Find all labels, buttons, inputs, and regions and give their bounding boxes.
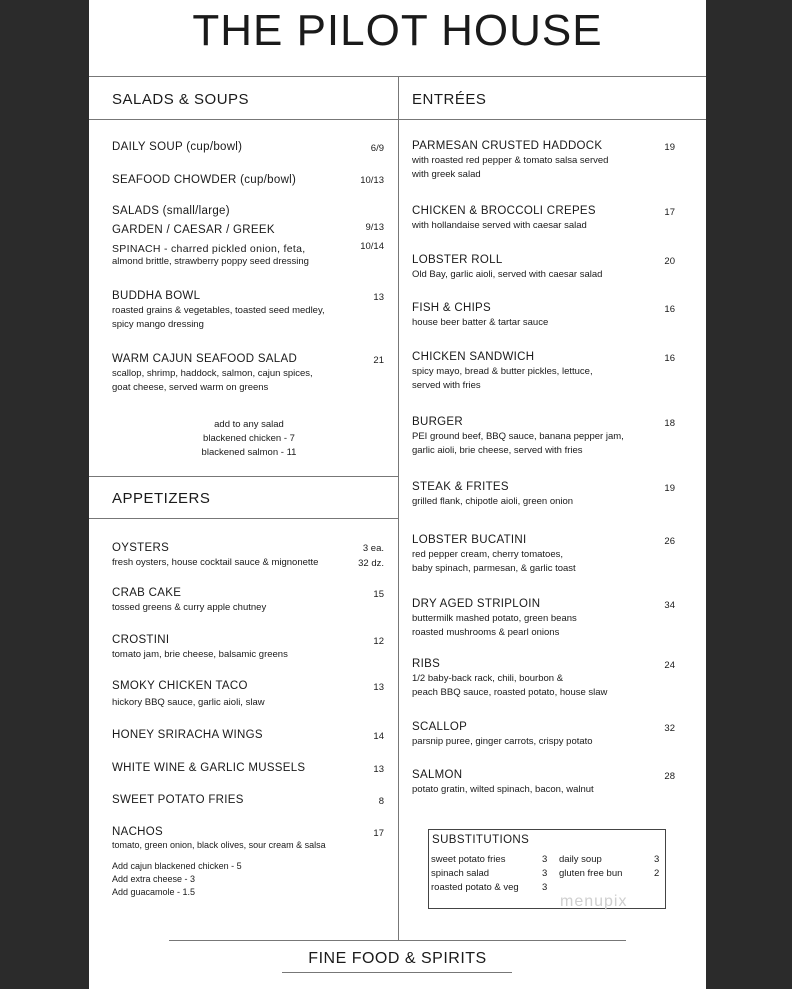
substitutions-box [428, 829, 666, 909]
item-description: PEI ground beef, BBQ sauce, banana pepper jam, [412, 431, 624, 442]
sub-name: gluten free bun [559, 868, 623, 879]
item-price [358, 543, 384, 570]
item-price: 9/13 [365, 222, 384, 233]
item-price: 14 [373, 731, 384, 742]
item-name: FISH & CHIPS [412, 302, 492, 314]
footer-divider [169, 940, 626, 941]
sub-price: 2 [654, 868, 660, 879]
item-description-line2: spicy mango dressing [112, 319, 204, 330]
addon-line: blackened salmon - 11 [201, 447, 297, 458]
watermark: menupix [560, 893, 628, 910]
sub-price: 3 [542, 854, 548, 865]
appetizers-heading: APPETIZERS [112, 490, 211, 507]
menu-item-burger [412, 416, 624, 458]
item-price: 26 [664, 536, 675, 547]
item-name: WARM CAJUN SEAFOOD SALAD [112, 353, 298, 365]
item-name: SEAFOOD CHOWDER (cup/bowl) [112, 174, 297, 186]
sub-name: sweet potato fries [431, 854, 506, 865]
nacho-extra-line: Add guacamole - 1.5 [112, 887, 196, 897]
item-price: 28 [664, 771, 675, 782]
item-price: 12 [373, 636, 384, 647]
item-price-dozen: 32 dz. [358, 558, 384, 569]
item-name: CHICKEN & BROCCOLI CREPES [412, 205, 596, 217]
menu-item-lobster-bucatini [412, 534, 576, 576]
menu-item-smoky-chicken-taco [112, 680, 265, 710]
item-name: CRAB CAKE [112, 587, 182, 599]
menu-item-daily-soup [112, 141, 242, 153]
item-description: red pepper cream, cherry tomatoes, [412, 549, 564, 560]
salad-addon [149, 418, 349, 460]
appetizers-bottom-divider [89, 518, 398, 519]
menu-item-garden-caesar-greek [112, 224, 275, 236]
item-name: CHICKEN SANDWICH [412, 351, 535, 363]
item-name: DAILY SOUP (cup/bowl) [112, 141, 243, 153]
menu-item-nachos [112, 826, 326, 852]
item-description-line2: roasted mushrooms & pearl onions [412, 627, 560, 638]
item-name: CROSTINI [112, 634, 170, 646]
item-description-line2: goat cheese, served warm on greens [112, 382, 269, 393]
item-price: 15 [373, 589, 384, 600]
item-price: 24 [664, 660, 675, 671]
item-description: spicy mayo, bread & butter pickles, lettuce, [412, 366, 593, 377]
item-name: WHITE WINE & GARLIC MUSSELS [112, 762, 306, 774]
item-name: DRY AGED STRIPLOIN [412, 598, 541, 610]
item-description: buttermilk mashed potato, green beans [412, 613, 577, 624]
item-price: 19 [664, 142, 675, 153]
menu-item-salads [112, 205, 230, 217]
menu-item-dry-aged-striploin [412, 598, 577, 640]
item-description: with roasted red pepper & tomato salsa served [412, 155, 609, 166]
restaurant-title: THE PILOT HOUSE [192, 6, 603, 55]
item-name: SPINACH - charred pickled onion, feta, [112, 243, 306, 255]
menu-item-parmesan-crusted-haddock [412, 140, 608, 182]
item-name: SCALLOP [412, 721, 468, 733]
item-name: SMOKY CHICKEN TACO [112, 680, 248, 692]
item-description-line2: garlic aioli, brie cheese, served with fries [412, 445, 583, 456]
item-name: RIBS [412, 658, 441, 670]
item-price: 13 [373, 764, 384, 775]
addon-line: blackened chicken - 7 [203, 433, 295, 444]
header-divider-right [398, 119, 706, 120]
item-price: 20 [664, 256, 675, 267]
item-name: BURGER [412, 416, 464, 428]
appetizers-top-divider [89, 476, 398, 477]
menu-item-white-wine-garlic-mussels [112, 762, 305, 774]
item-name: GARDEN / CAESAR / GREEK [112, 224, 275, 236]
menu-item-chicken-sandwich [412, 351, 593, 393]
item-description: tomato, green onion, black olives, sour cream & salsa [112, 840, 326, 850]
item-name: SALMON [412, 769, 463, 781]
menu-item-fish-chips [412, 302, 548, 330]
item-name: NACHOS [112, 826, 164, 838]
item-price: 34 [664, 600, 675, 611]
item-name: HONEY SRIRACHA WINGS [112, 729, 263, 741]
item-description: grilled flank, chipotle aioli, green onion [412, 496, 574, 507]
item-name: OYSTERS [112, 542, 170, 554]
item-price: 10/13 [360, 175, 384, 186]
menu-item-chicken-broccoli-crepes [412, 205, 596, 233]
menu-item-steak-frites [412, 481, 573, 509]
item-description: tossed greens & curry apple chutney [112, 602, 267, 613]
sub-price: 3 [654, 854, 660, 865]
item-description-line2: peach BBQ sauce, roasted potato, house slaw [412, 687, 608, 698]
item-name: PARMESAN CRUSTED HADDOCK [412, 140, 603, 152]
menu-item-sweet-potato-fries [112, 794, 244, 806]
menu-item-scallop [412, 721, 593, 749]
item-name: STEAK & FRITES [412, 481, 509, 493]
item-price: 17 [373, 828, 384, 839]
item-name: SWEET POTATO FRIES [112, 794, 244, 806]
item-price: 32 [664, 723, 675, 734]
menu-item-honey-sriracha-wings [112, 729, 263, 741]
nacho-extras [112, 860, 242, 899]
item-price: 13 [373, 682, 384, 693]
item-description: 1/2 baby-back rack, chili, bourbon & [412, 673, 564, 684]
menu-item-crab-cake [112, 587, 266, 615]
item-name: SALADS (small/large) [112, 205, 230, 217]
menu-item-oysters [112, 542, 318, 570]
menu-item-seafood-chowder [112, 174, 296, 186]
sub-price: 3 [542, 882, 548, 893]
menu-item-warm-cajun-seafood-salad [112, 353, 313, 395]
item-name: LOBSTER BUCATINI [412, 534, 527, 546]
item-name: LOBSTER ROLL [412, 254, 503, 266]
sub-name: spinach salad [431, 868, 490, 879]
item-price: 16 [664, 304, 675, 315]
sub-name: daily soup [559, 854, 602, 865]
item-price: 13 [373, 292, 384, 303]
substitutions-heading: SUBSTITUTIONS [432, 834, 530, 846]
item-price: 16 [664, 353, 675, 364]
item-price: 18 [664, 418, 675, 429]
footer-underline [282, 972, 512, 973]
menu-item-crostini [112, 634, 288, 662]
item-description: potato gratin, wilted spinach, bacon, walnut [412, 784, 594, 795]
nacho-extra-line: Add extra cheese - 3 [112, 874, 196, 884]
sub-price: 3 [542, 868, 548, 879]
item-description: parsnip puree, ginger carrots, crispy potato [412, 736, 593, 747]
item-description-line2: served with fries [412, 380, 481, 391]
item-description-line2: baby spinach, parmesan, & garlic toast [412, 563, 576, 574]
nacho-extra-line: Add cajun blackened chicken - 5 [112, 861, 242, 871]
item-description: roasted grains & vegetables, toasted seed medley, [112, 305, 325, 316]
item-description: tomato jam, brie cheese, balsamic greens [112, 649, 288, 660]
item-price: 21 [373, 355, 384, 366]
item-description: hickory BBQ sauce, garlic aioli, slaw [112, 697, 265, 708]
footer-tagline: FINE FOOD & SPIRITS [308, 950, 487, 967]
item-price: 8 [378, 796, 384, 807]
salads-soups-heading: SALADS & SOUPS [112, 91, 250, 108]
addon-line: add to any salad [214, 419, 284, 430]
item-description-line2: with greek salad [412, 169, 481, 180]
header-divider-left [89, 119, 398, 120]
column-divider [398, 76, 399, 940]
menu-page [89, 0, 706, 989]
item-description: with hollandaise served with caesar salad [412, 220, 587, 231]
item-price: 17 [664, 207, 675, 218]
menu-item-lobster-roll [412, 254, 602, 282]
sub-name: roasted potato & veg [431, 882, 519, 893]
item-price: 10/14 [360, 241, 384, 252]
entrees-heading: ENTRÉES [412, 91, 487, 108]
item-price: 6/9 [370, 143, 384, 154]
menu-item-spinach [112, 243, 309, 269]
item-price: 19 [664, 483, 675, 494]
item-description: scallop, shrimp, haddock, salmon, cajun spices, [112, 368, 313, 379]
item-description: Old Bay, garlic aioli, served with caesar salad [412, 269, 603, 280]
menu-item-buddha-bowl [112, 290, 325, 332]
menu-item-ribs [412, 658, 607, 700]
item-description: almond brittle, strawberry poppy seed dressing [112, 256, 309, 267]
item-description: fresh oysters, house cocktail sauce & mignonette [112, 557, 319, 568]
menu-item-salmon [412, 769, 594, 797]
item-name: BUDDHA BOWL [112, 290, 201, 302]
item-price-each: 3 ea. [362, 543, 384, 554]
item-description: house beer batter & tartar sauce [412, 317, 549, 328]
